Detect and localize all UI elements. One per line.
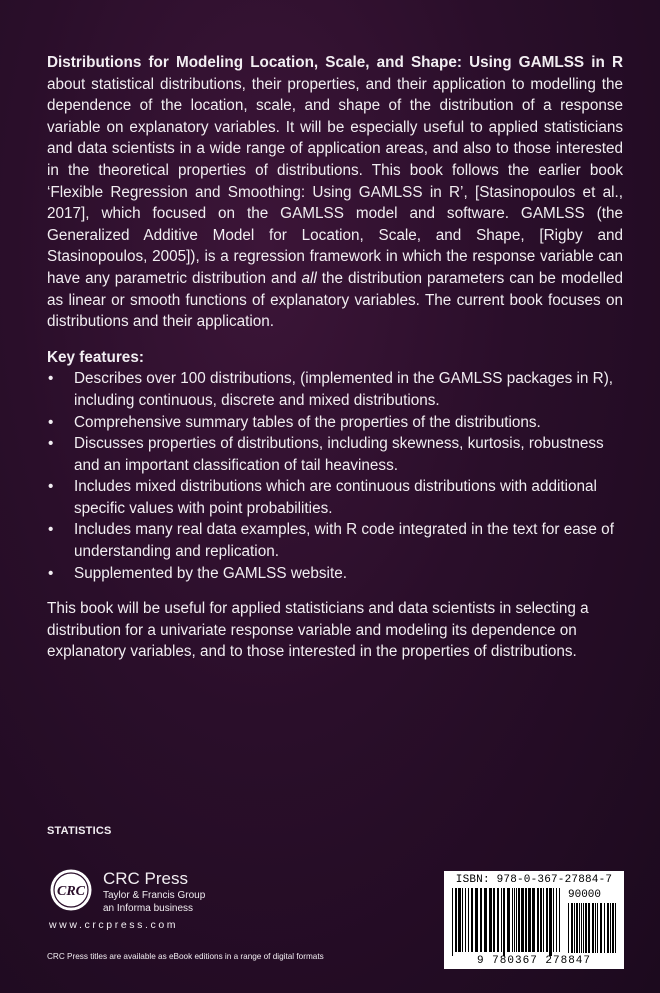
barcode-bar bbox=[507, 888, 510, 952]
publisher-name: CRC Press bbox=[103, 869, 189, 888]
feature-text: Includes mixed distributions which are continuous distributions with additional specific values with point probabilities. bbox=[74, 478, 597, 517]
closing-paragraph: This book will be useful for applied statisticians and data scientists in selecting a distribution for a univariate response variable and modeling its dependence on explanatory variables, and to those interested in the properties of distributions. bbox=[47, 600, 589, 661]
bullet-icon: • bbox=[48, 435, 54, 453]
publisher-website: www.crcpress.com bbox=[49, 919, 179, 931]
price-addon: 90000 bbox=[568, 889, 602, 901]
publisher-group: Taylor & Francis Group bbox=[103, 890, 206, 901]
barcode-bar bbox=[468, 888, 469, 952]
bullet-icon: • bbox=[48, 478, 54, 496]
bullet-icon: • bbox=[48, 413, 54, 431]
barcode-addon-bar bbox=[588, 903, 590, 953]
barcode-bar bbox=[537, 888, 539, 952]
barcode-addon-bar bbox=[597, 903, 598, 953]
description-text-2: the distribution parameters can be modelled as linear or smooth functions of explanatory variables. The current book focuses on distributions and their application. bbox=[47, 269, 623, 331]
bullet-icon: • bbox=[48, 564, 54, 582]
barcode-bar bbox=[493, 888, 495, 952]
feature-text: Comprehensive summary tables of the properties of the distributions. bbox=[74, 413, 541, 431]
barcode-bar bbox=[475, 888, 478, 952]
barcode-addon-bar bbox=[576, 903, 578, 953]
crc-press-logo-icon bbox=[49, 868, 93, 912]
barcode-bar bbox=[516, 888, 517, 952]
description-text-1: about statistical distributions, their properties, and their application to modelling the dependence of the location, scale, and shape of the distribution of a response variable on explanatory variables. It will be especially useful to applied statisticians and data scientists in a wide range of application areas, and also to those interested in the theoretical properties of distributions. This book follows the earlier book ‘Flexible Regression and Smoothing: Using GAMLSS in R’, [Stasinopoulos et al., 2017], which focused on the GAMLSS model and software. GAMLSS (the Generalized Additive Model for Location, Scale, and Shape, [Rigby and Stasinopoulos, 2005]), is a regression framework in which the response variable can have any parametric distribution and bbox=[47, 75, 623, 287]
barcode-bar bbox=[503, 888, 505, 956]
barcode-addon-bar bbox=[583, 903, 584, 953]
subject-category: STATISTICS bbox=[47, 825, 112, 837]
barcode-bar bbox=[521, 888, 524, 952]
barcode-bar bbox=[525, 888, 527, 952]
barcode-bar bbox=[501, 888, 502, 952]
barcode-bar bbox=[489, 888, 492, 952]
barcode-addon-bar bbox=[595, 903, 596, 953]
barcode-addon-bar bbox=[574, 903, 575, 953]
bullet-icon: • bbox=[48, 370, 54, 388]
feature-item bbox=[47, 368, 623, 411]
barcode-bar bbox=[465, 888, 466, 952]
barcode-addon-bar bbox=[610, 903, 611, 953]
barcode-bar bbox=[556, 888, 557, 952]
barcode-bar bbox=[462, 888, 463, 952]
logo-text: CRC bbox=[56, 884, 86, 899]
barcode-addon-bar bbox=[571, 903, 573, 953]
feature-text: Includes many real data examples, with R code integrated in the text for ease of understanding and replication. bbox=[74, 521, 614, 561]
barcode-bar bbox=[458, 888, 461, 952]
isbn-barcode bbox=[444, 871, 624, 969]
barcode-bar bbox=[471, 888, 473, 952]
barcode-bar bbox=[528, 888, 531, 952]
barcode-bar bbox=[532, 888, 535, 952]
description-emphasis: all bbox=[301, 269, 317, 287]
barcode-bar bbox=[546, 888, 548, 952]
barcode-addon-bar bbox=[579, 903, 580, 953]
barcode-addon-bar bbox=[604, 903, 605, 953]
key-features-list bbox=[47, 368, 623, 584]
barcode-bar bbox=[553, 888, 554, 952]
publisher-block bbox=[47, 864, 367, 964]
barcode-addon-bar bbox=[585, 903, 587, 953]
barcode-addon-bar bbox=[592, 903, 594, 953]
barcode-addon-bar bbox=[615, 903, 616, 953]
ebook-note: CRC Press titles are available as eBook editions in a range of digital formats bbox=[47, 952, 324, 961]
feature-text: Describes over 100 distributions, (implemented in the GAMLSS packages in R), including continuous, discrete and mixed distributions. bbox=[74, 370, 614, 409]
barcode-bar bbox=[455, 888, 457, 952]
publisher-parent: an Informa business bbox=[103, 903, 194, 914]
feature-item bbox=[47, 563, 623, 585]
barcode-addon-bar bbox=[607, 903, 609, 953]
book-title: Distributions for Modeling Location, Scale, and Shape: Using GAMLSS in R bbox=[47, 54, 623, 71]
barcode-bar bbox=[518, 888, 520, 952]
feature-item bbox=[47, 433, 623, 476]
barcode-addon-bar bbox=[581, 903, 582, 953]
barcode-bar bbox=[452, 888, 453, 956]
barcode-bar bbox=[540, 888, 542, 952]
barcode-bar bbox=[512, 888, 513, 952]
barcode-number: 9 780367 278847 bbox=[476, 955, 592, 967]
feature-item bbox=[47, 476, 623, 519]
barcode-bar bbox=[559, 888, 560, 952]
back-cover-text bbox=[47, 52, 623, 663]
feature-text: Supplemented by the GAMLSS website. bbox=[74, 564, 347, 582]
barcode-bar bbox=[480, 888, 482, 952]
isbn-label: ISBN: 978-0-367-27884-7 bbox=[455, 874, 613, 886]
feature-text: Discusses properties of distributions, including skewness, kurtosis, robustness and an important classification of tail heaviness. bbox=[74, 435, 604, 474]
feature-item bbox=[47, 519, 623, 562]
barcode-bar bbox=[497, 888, 499, 952]
barcode-addon-bar bbox=[568, 903, 569, 953]
description-paragraph bbox=[47, 52, 623, 333]
bullet-icon: • bbox=[48, 521, 54, 539]
barcode-bar bbox=[514, 888, 515, 952]
barcode-addon-bar bbox=[600, 903, 602, 953]
key-features-heading: Key features: bbox=[47, 348, 144, 366]
barcode-addon-bar bbox=[612, 903, 614, 953]
barcode-bar bbox=[549, 888, 552, 956]
barcode-bar bbox=[484, 888, 487, 952]
feature-item bbox=[47, 412, 623, 434]
barcode-bar bbox=[543, 888, 544, 952]
